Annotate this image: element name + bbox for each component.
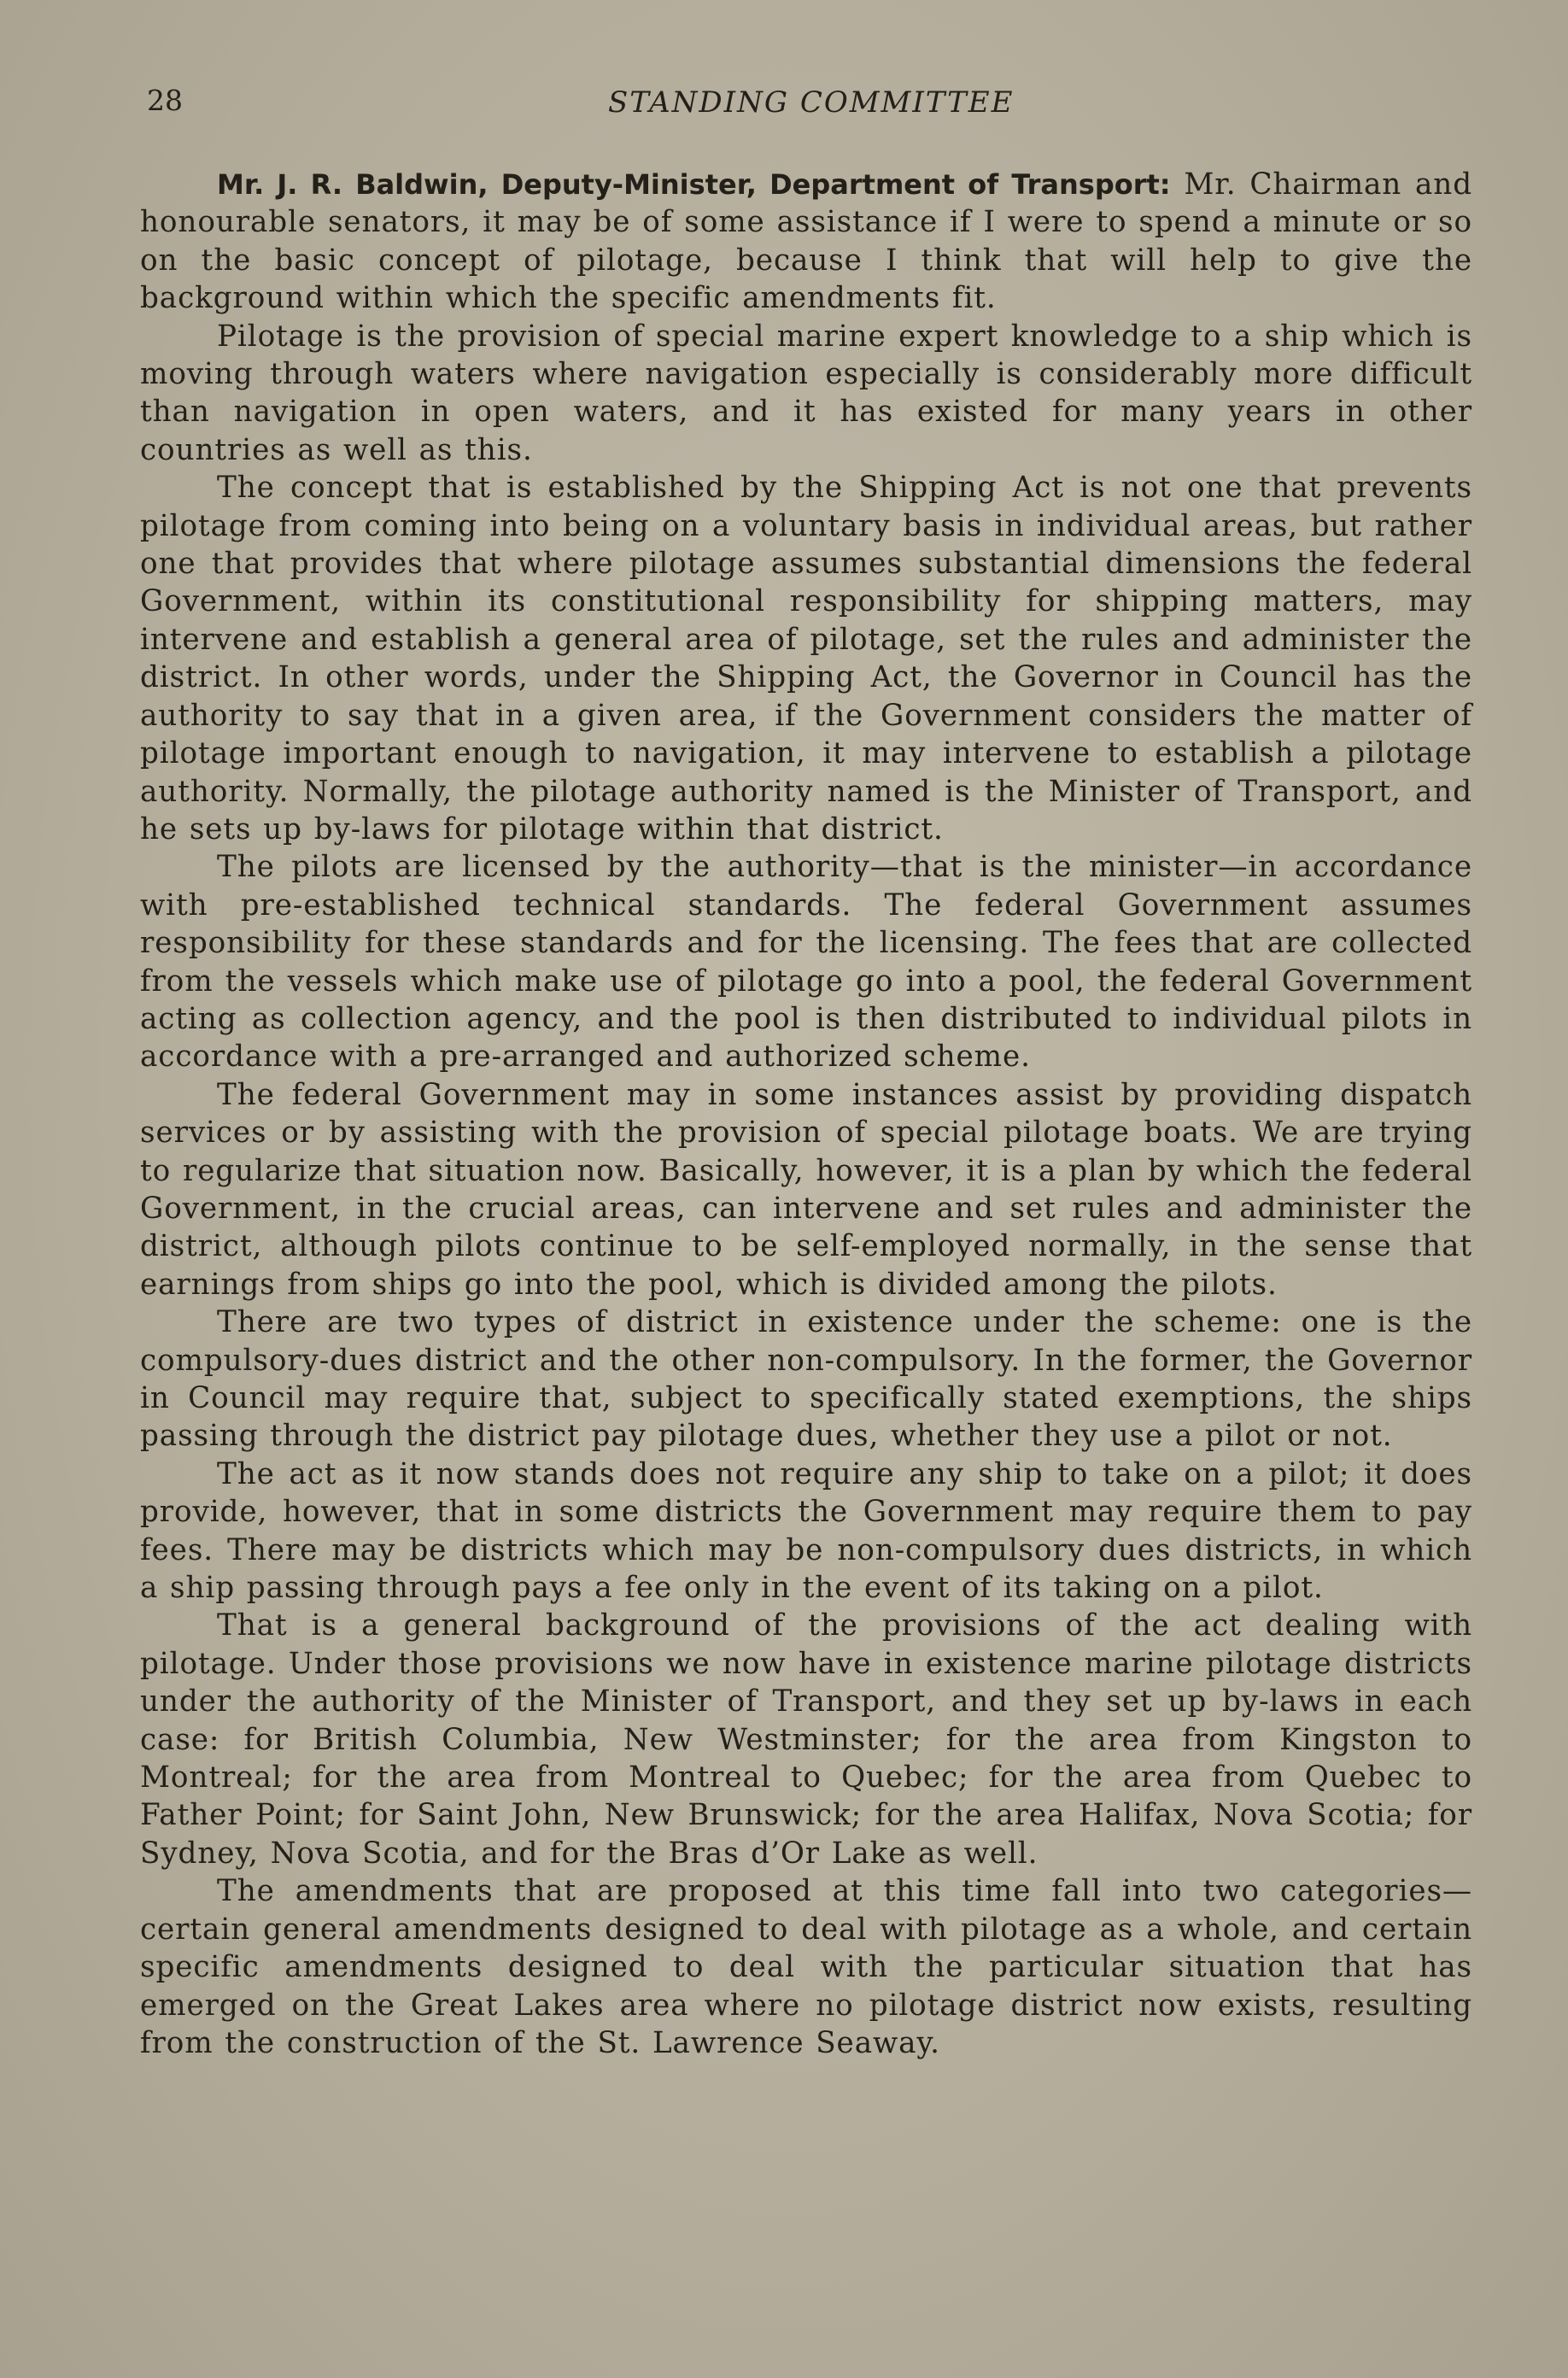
running-head: STANDING COMMITTEE	[608, 85, 1015, 120]
paragraph: The concept that is established by the Shipping Act is not one that prevents pilotage from coming into being on a voluntary basis in individual areas, but rather one that provides that where pilotage assumes substantial dimensions the federal Government, within its constitutional responsibility for shipping matters, may intervene and establish a general area of pilotage, set the rules and administer the district. In other words, under the Shipping Act, the Governor in Council has the authority to say that in a given area, if the Government considers the matter of pilotage important enough to navigation, it may intervene to establish a pilotage authority. Normally, the pilotage authority named is the Minister of Transport, and he sets up by-laws for pilotage within that district.	[140, 471, 1472, 846]
paragraph-text: Mr. Chairman and honourable senators, it may be of some assistance if I were to spend a minute or so on the basic concept of pilotage, because I think that will help to give the background within which the specific amendments fit.	[140, 167, 1472, 316]
paragraph: There are two types of district in existence under the scheme: one is the compulsory-dues district and the other non-compulsory. In the former, the Governor in Council may require that, subject to specifically stated exemptions, the ships passing through the district pay pilotage dues, whether they use a pilot or not.	[140, 1305, 1472, 1454]
speaker-name: Mr. J. R. Baldwin, Deputy-Minister, Department of Transport:	[217, 168, 1171, 201]
paragraph	[140, 166, 1472, 318]
paragraph: Pilotage is the provision of special marine expert knowledge to a ship which is moving through waters where navigation especially is considerably more difficult than navigation in open waters, and it has existed for many years in other countries as well as this.	[140, 319, 1472, 467]
paragraph: The pilots are licensed by the authority—that is the minister—in accordance with pre-established technical standards. The federal Government assumes responsibility for these standards and for the licensing. The fees that are collected from the vessels which make use of pilotage go into a pool, the federal Government acting as collection agency, and the pool is then distributed to individual pilots in accordance with a pre-arranged and authorized scheme.	[140, 850, 1472, 1075]
paragraph: The act as it now stands does not require any ship to take on a pilot; it does provide, however, that in some districts the Government may require them to pay fees. There may be districts which may be non-compulsory dues districts, in which a ship passing through pays a fee only in the event of its taking on a pilot.	[140, 1456, 1472, 1606]
page-header	[147, 84, 1479, 126]
paragraph: That is a general background of the provisions of the act dealing with pilotage. Under those provisions we now have in existence marine pilotage districts under the authority of the Minister of Transport, and they set up by-laws in each case: for British Columbia, New Westminster; for the area from Kingston to Montreal; for the area from Montreal to Quebec; for the area from Quebec to Father Point; for Saint John, New Brunswick; for the area Halifax, Nova Scotia; for Sydney, Nova Scotia, and for the Bras d’Or Lake as well.	[140, 1608, 1472, 1871]
paragraph: The federal Government may in some instances assist by providing dispatch services or by assisting with the provision of special pilotage boats. We are trying to regularize that situation now. Basically, however, it is a plan by which the federal Government, in the crucial areas, can intervene and set rules and administer the district, although pilots continue to be self-employed normally, in the sense that earnings from ships go into the pool, which is divided among the pilots.	[140, 1077, 1472, 1302]
paragraph: The amendments that are proposed at this time fall into two categories—certain general amendments designed to deal with pilotage as a whole, and certain specific amendments designed to deal with the particular situation that has emerged on the Great Lakes area where no pilotage district now exists, resulting from the construction of the St. Lawrence Seaway.	[140, 1874, 1472, 2060]
body-text	[140, 166, 1472, 2062]
page-number: 28	[147, 84, 183, 117]
